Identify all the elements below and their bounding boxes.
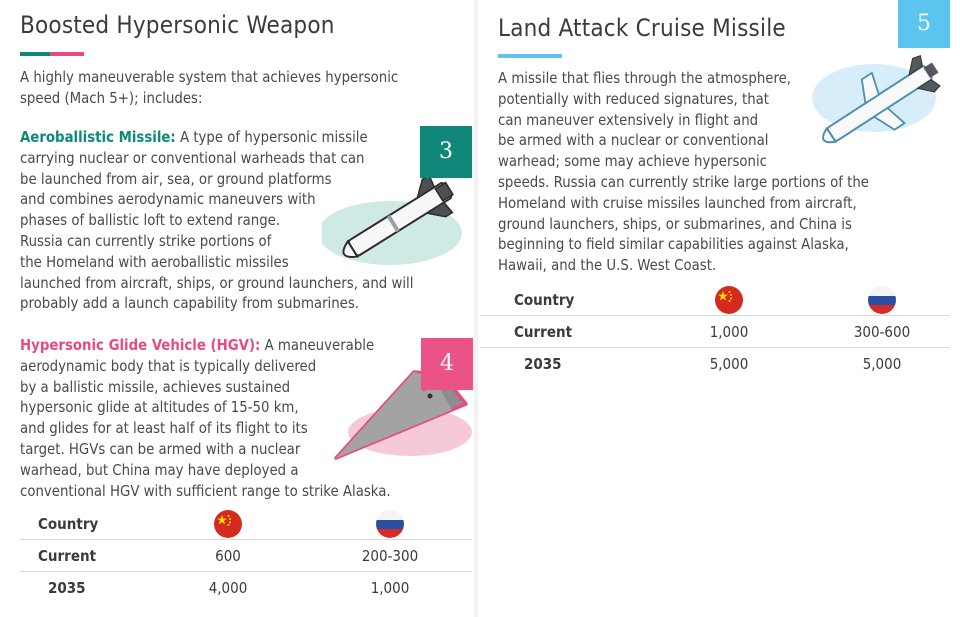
table-row: [20, 572, 472, 604]
section-title: Land Attack Cruise Missile: [498, 14, 786, 42]
russia-flag-icon: [376, 510, 404, 538]
row-label: 2035: [20, 572, 148, 604]
china-flag-icon: [214, 510, 242, 538]
country-header: Country: [38, 514, 99, 533]
badge-3: 3: [420, 126, 472, 178]
row-label: Current: [480, 316, 644, 348]
hgv-description: Hypersonic Glide Vehicle (HGV): A maneuverable aerodynamic body that is typically delivered by a ballistic missile, achieves sustained hypersonic glide at altitudes of 15-50 km, and glides for at least half of its flight to its target. HGVs can be armed with a nuclear warhead, but China may have deployed a conventional HGV with sufficient range to strike Alaska.: [20, 337, 391, 500]
table-header-row: [20, 508, 472, 540]
russia-flag-icon: [868, 286, 896, 314]
cruise-deployment-table: [480, 284, 950, 379]
cruise-description: A missile that flies through the atmosphere, potentially with reduced signatures, that can maneuver extensively in flight and be armed with a nuclear or conventional warhead; some may achieve hypersonic speeds. Russia can currently strike large portions of the Homeland with cruise missiles launched from aircraft, ground launchers, ships, or submarines, and China is beginning to field similar capabilities against Alaska, Hawaii, and the U.S. West Coast.: [498, 70, 869, 275]
china-value: 600: [148, 540, 308, 572]
russia-value: 300-600: [814, 316, 950, 348]
boosted-deployment-table: [20, 508, 472, 603]
china-value: 5,000: [644, 348, 814, 380]
aeroballistic-term: Aeroballistic Missile:: [20, 129, 176, 146]
russia-value: 1,000: [308, 572, 472, 604]
badge-4: 4: [421, 338, 473, 390]
title-underline-teal: [20, 52, 50, 56]
table-row: [20, 540, 472, 572]
hgv-term: Hypersonic Glide Vehicle (HGV):: [20, 337, 261, 354]
badge-5: 5: [898, 0, 950, 48]
cruise-missile-section: [478, 0, 960, 617]
title-underline-blue: [498, 54, 562, 58]
china-value: 1,000: [644, 316, 814, 348]
aeroballistic-missile-illustration: [322, 165, 472, 275]
intro-text: A highly maneuverable system that achieves hypersonic speed (Mach 5+); includes:: [20, 69, 399, 107]
china-value: 4,000: [148, 572, 308, 604]
aeroballistic-description: Aeroballistic Missile: A type of hypersonic missile carrying nuclear or conventional warheads that can be launched from air, sea, or ground platforms and combines aerodynamic maneuvers with phases of ballistic loft to extend range. Russia can currently strike portions of the Homeland with aeroballistic missiles launched from aircraft, ships, or ground launchers, and will probably add a launch capability from submarines.: [20, 129, 414, 313]
table-row: [480, 348, 950, 380]
title-underline-pink: [50, 52, 84, 56]
table-row: [480, 316, 950, 348]
russia-flag-cell: [308, 508, 472, 540]
country-header: Country: [514, 290, 575, 309]
table-header-row: [480, 284, 950, 316]
row-label: 2035: [480, 348, 644, 380]
section-title: Boosted Hypersonic Weapon: [20, 11, 335, 39]
china-flag-cell: [644, 284, 814, 316]
china-flag-icon: [715, 286, 743, 314]
russia-value: 200-300: [308, 540, 472, 572]
china-flag-cell: [148, 508, 308, 540]
russia-flag-cell: [814, 284, 950, 316]
russia-value: 5,000: [814, 348, 950, 380]
row-label: Current: [20, 540, 148, 572]
boosted-hypersonic-section: [0, 0, 474, 617]
